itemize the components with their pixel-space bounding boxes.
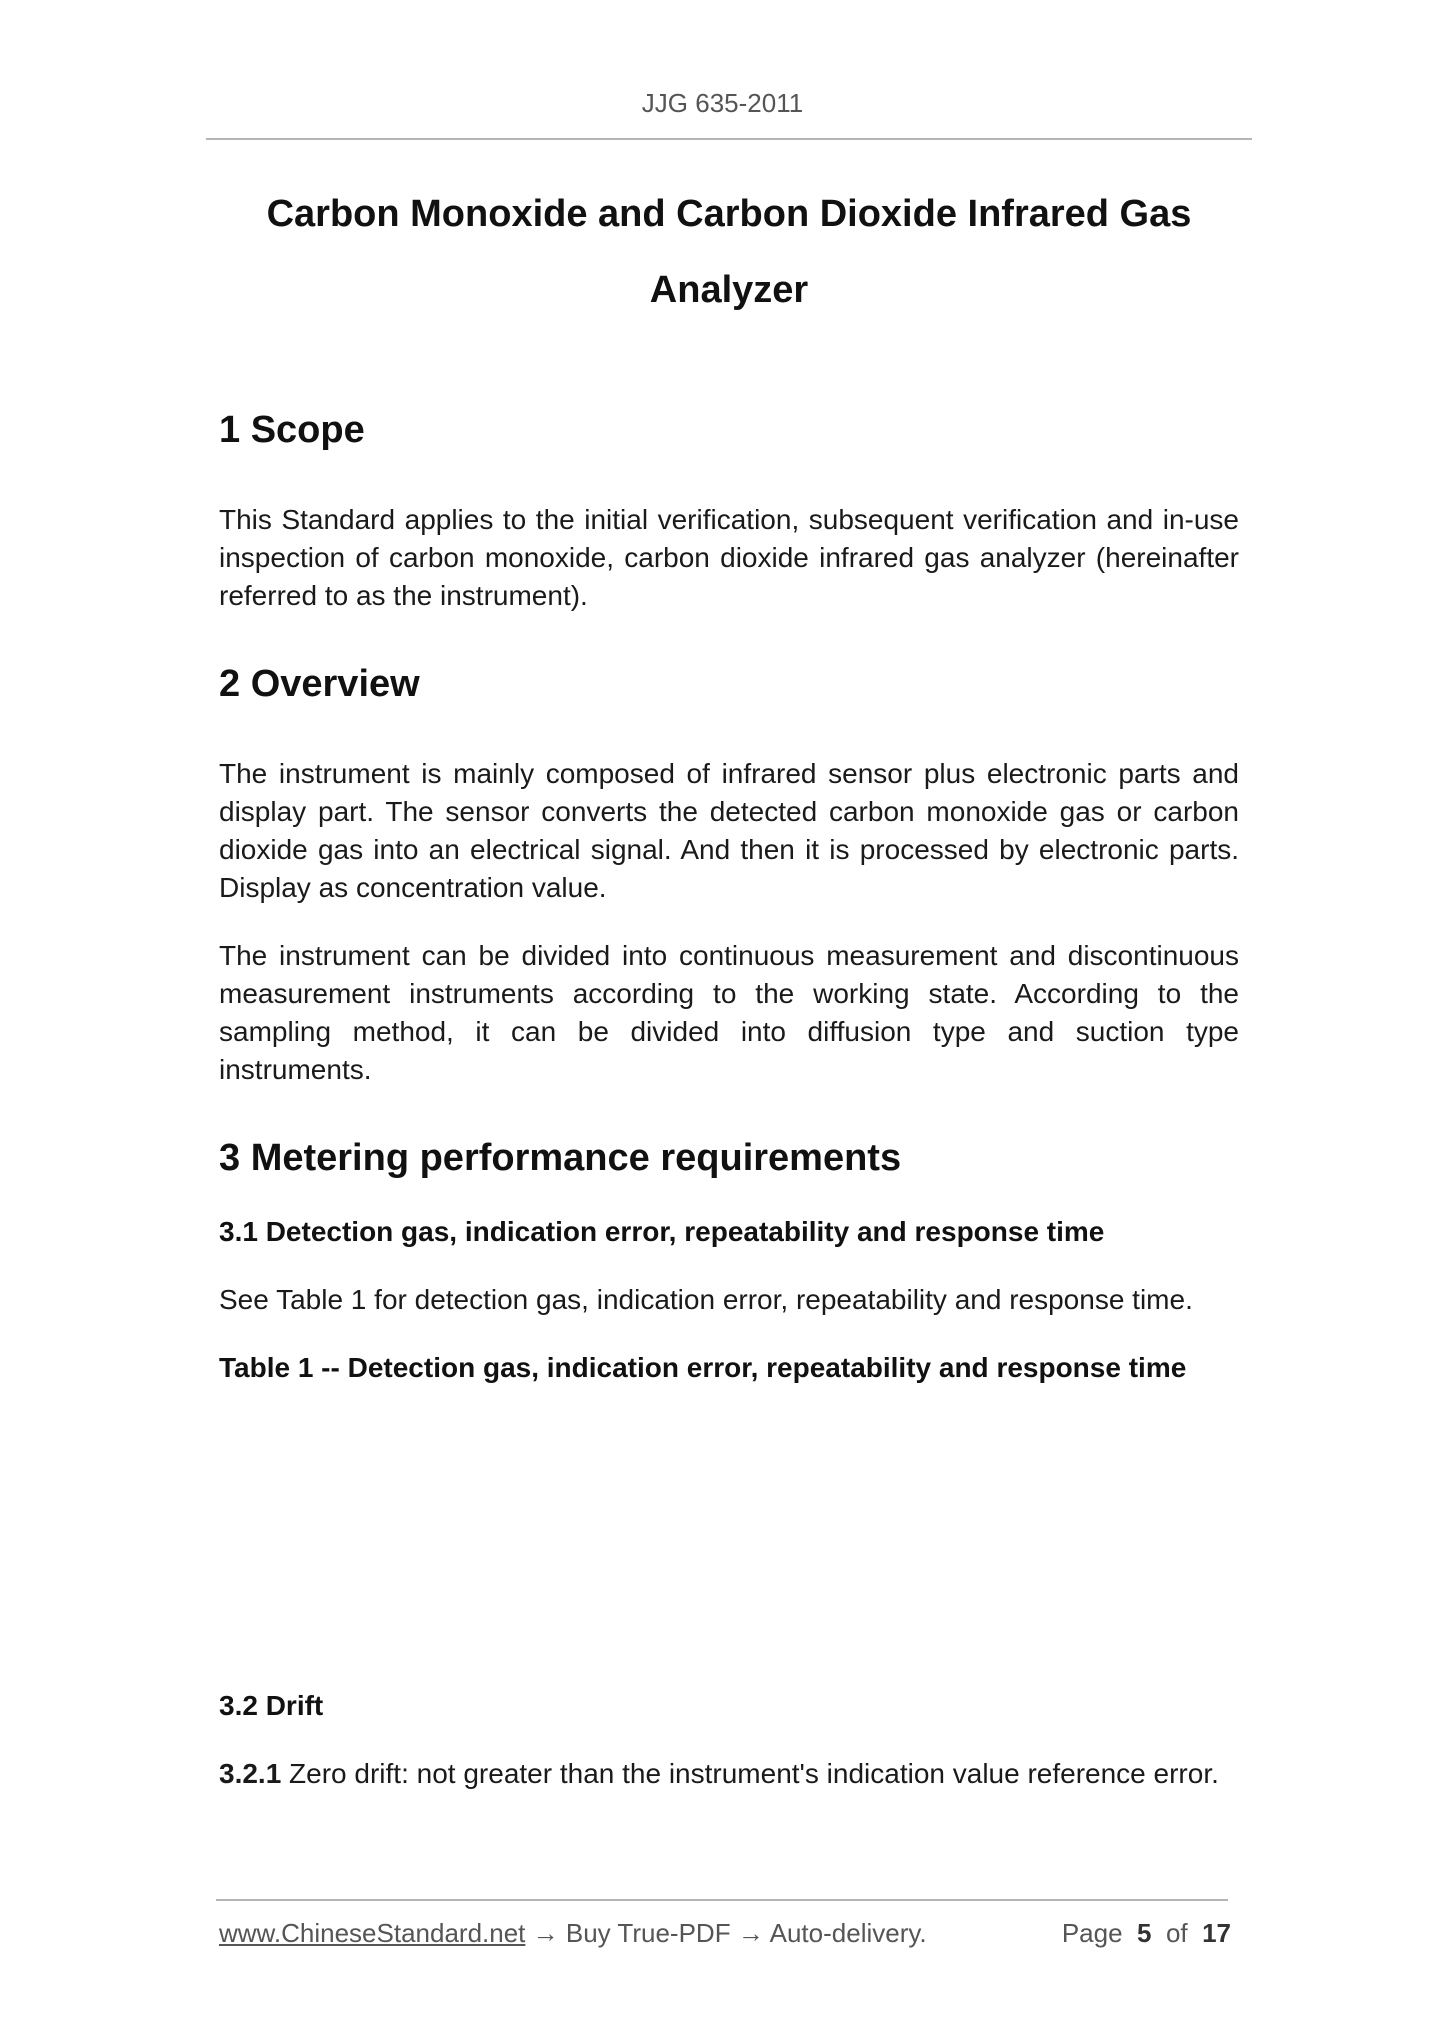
buy-pdf-text: Buy True-PDF — [565, 1918, 731, 1948]
clause-number-3-2-1: 3.2.1 — [219, 1758, 282, 1789]
overview-paragraph-2: The instrument can be divided into continuous measurement and discontinuous measurement instruments according to the working state. According to the sampling method, it can be divided into diffusion type and suction type instruments. — [219, 940, 1239, 1085]
total-page-number: 17 — [1202, 1918, 1231, 1948]
footer-divider — [216, 1899, 1228, 1901]
document-body — [219, 405, 1239, 1823]
website-link[interactable]: www.ChineseStandard.net — [219, 1918, 526, 1948]
of-label: of — [1165, 1918, 1188, 1948]
subheading-3-2: 3.2 Drift — [219, 1690, 324, 1721]
section-heading-scope: 1 Scope — [219, 409, 365, 451]
arrow-right-icon: → — [532, 1918, 559, 1948]
subheading-3-1: 3.1 Detection gas, indication error, repeatability and response time — [219, 1216, 1105, 1247]
clause-text-3-2-1: Zero drift: not greater than the instrument's indication value reference error. — [281, 1758, 1219, 1789]
scope-paragraph: This Standard applies to the initial verification, subsequent verification and in-use inspection of carbon monoxide, carbon dioxide infrared gas analyzer (hereinafter referred to as the instrument). — [219, 504, 1239, 611]
section-heading-metering: 3 Metering performance requirements — [219, 1137, 902, 1179]
footer-promo — [219, 1918, 927, 1949]
paragraph-3-2-1 — [219, 1755, 1239, 1793]
metering-paragraph-3-1: See Table 1 for detection gas, indication error, repeatability and response time. — [219, 1284, 1193, 1315]
page-label: Page — [1061, 1918, 1123, 1948]
document-title-line2: Analyzer — [649, 269, 809, 311]
current-page-number: 5 — [1137, 1918, 1152, 1948]
arrow-right-icon: → — [737, 1918, 764, 1948]
document-title-line1: Carbon Monoxide and Carbon Dioxide Infrared Gas — [266, 193, 1192, 235]
document-code-header: JJG 635-2011 — [641, 88, 804, 118]
page-footer — [219, 1918, 1231, 1958]
overview-paragraph-1: The instrument is mainly composed of infrared sensor plus electronic parts and display part. The sensor converts the detected carbon monoxide gas or carbon dioxide gas into an electrical signal. And then it is processed by electronic parts. Display as concentration value. — [219, 758, 1239, 903]
section-heading-overview: 2 Overview — [219, 663, 420, 705]
auto-delivery-text: Auto-delivery. — [769, 1918, 927, 1948]
table-1-placeholder — [219, 1387, 1239, 1687]
table-1-caption: Table 1 -- Detection gas, indication error, repeatability and response time — [219, 1352, 1187, 1383]
page-number — [1062, 1918, 1231, 1949]
document-title — [206, 176, 1252, 328]
header-divider — [206, 138, 1252, 140]
